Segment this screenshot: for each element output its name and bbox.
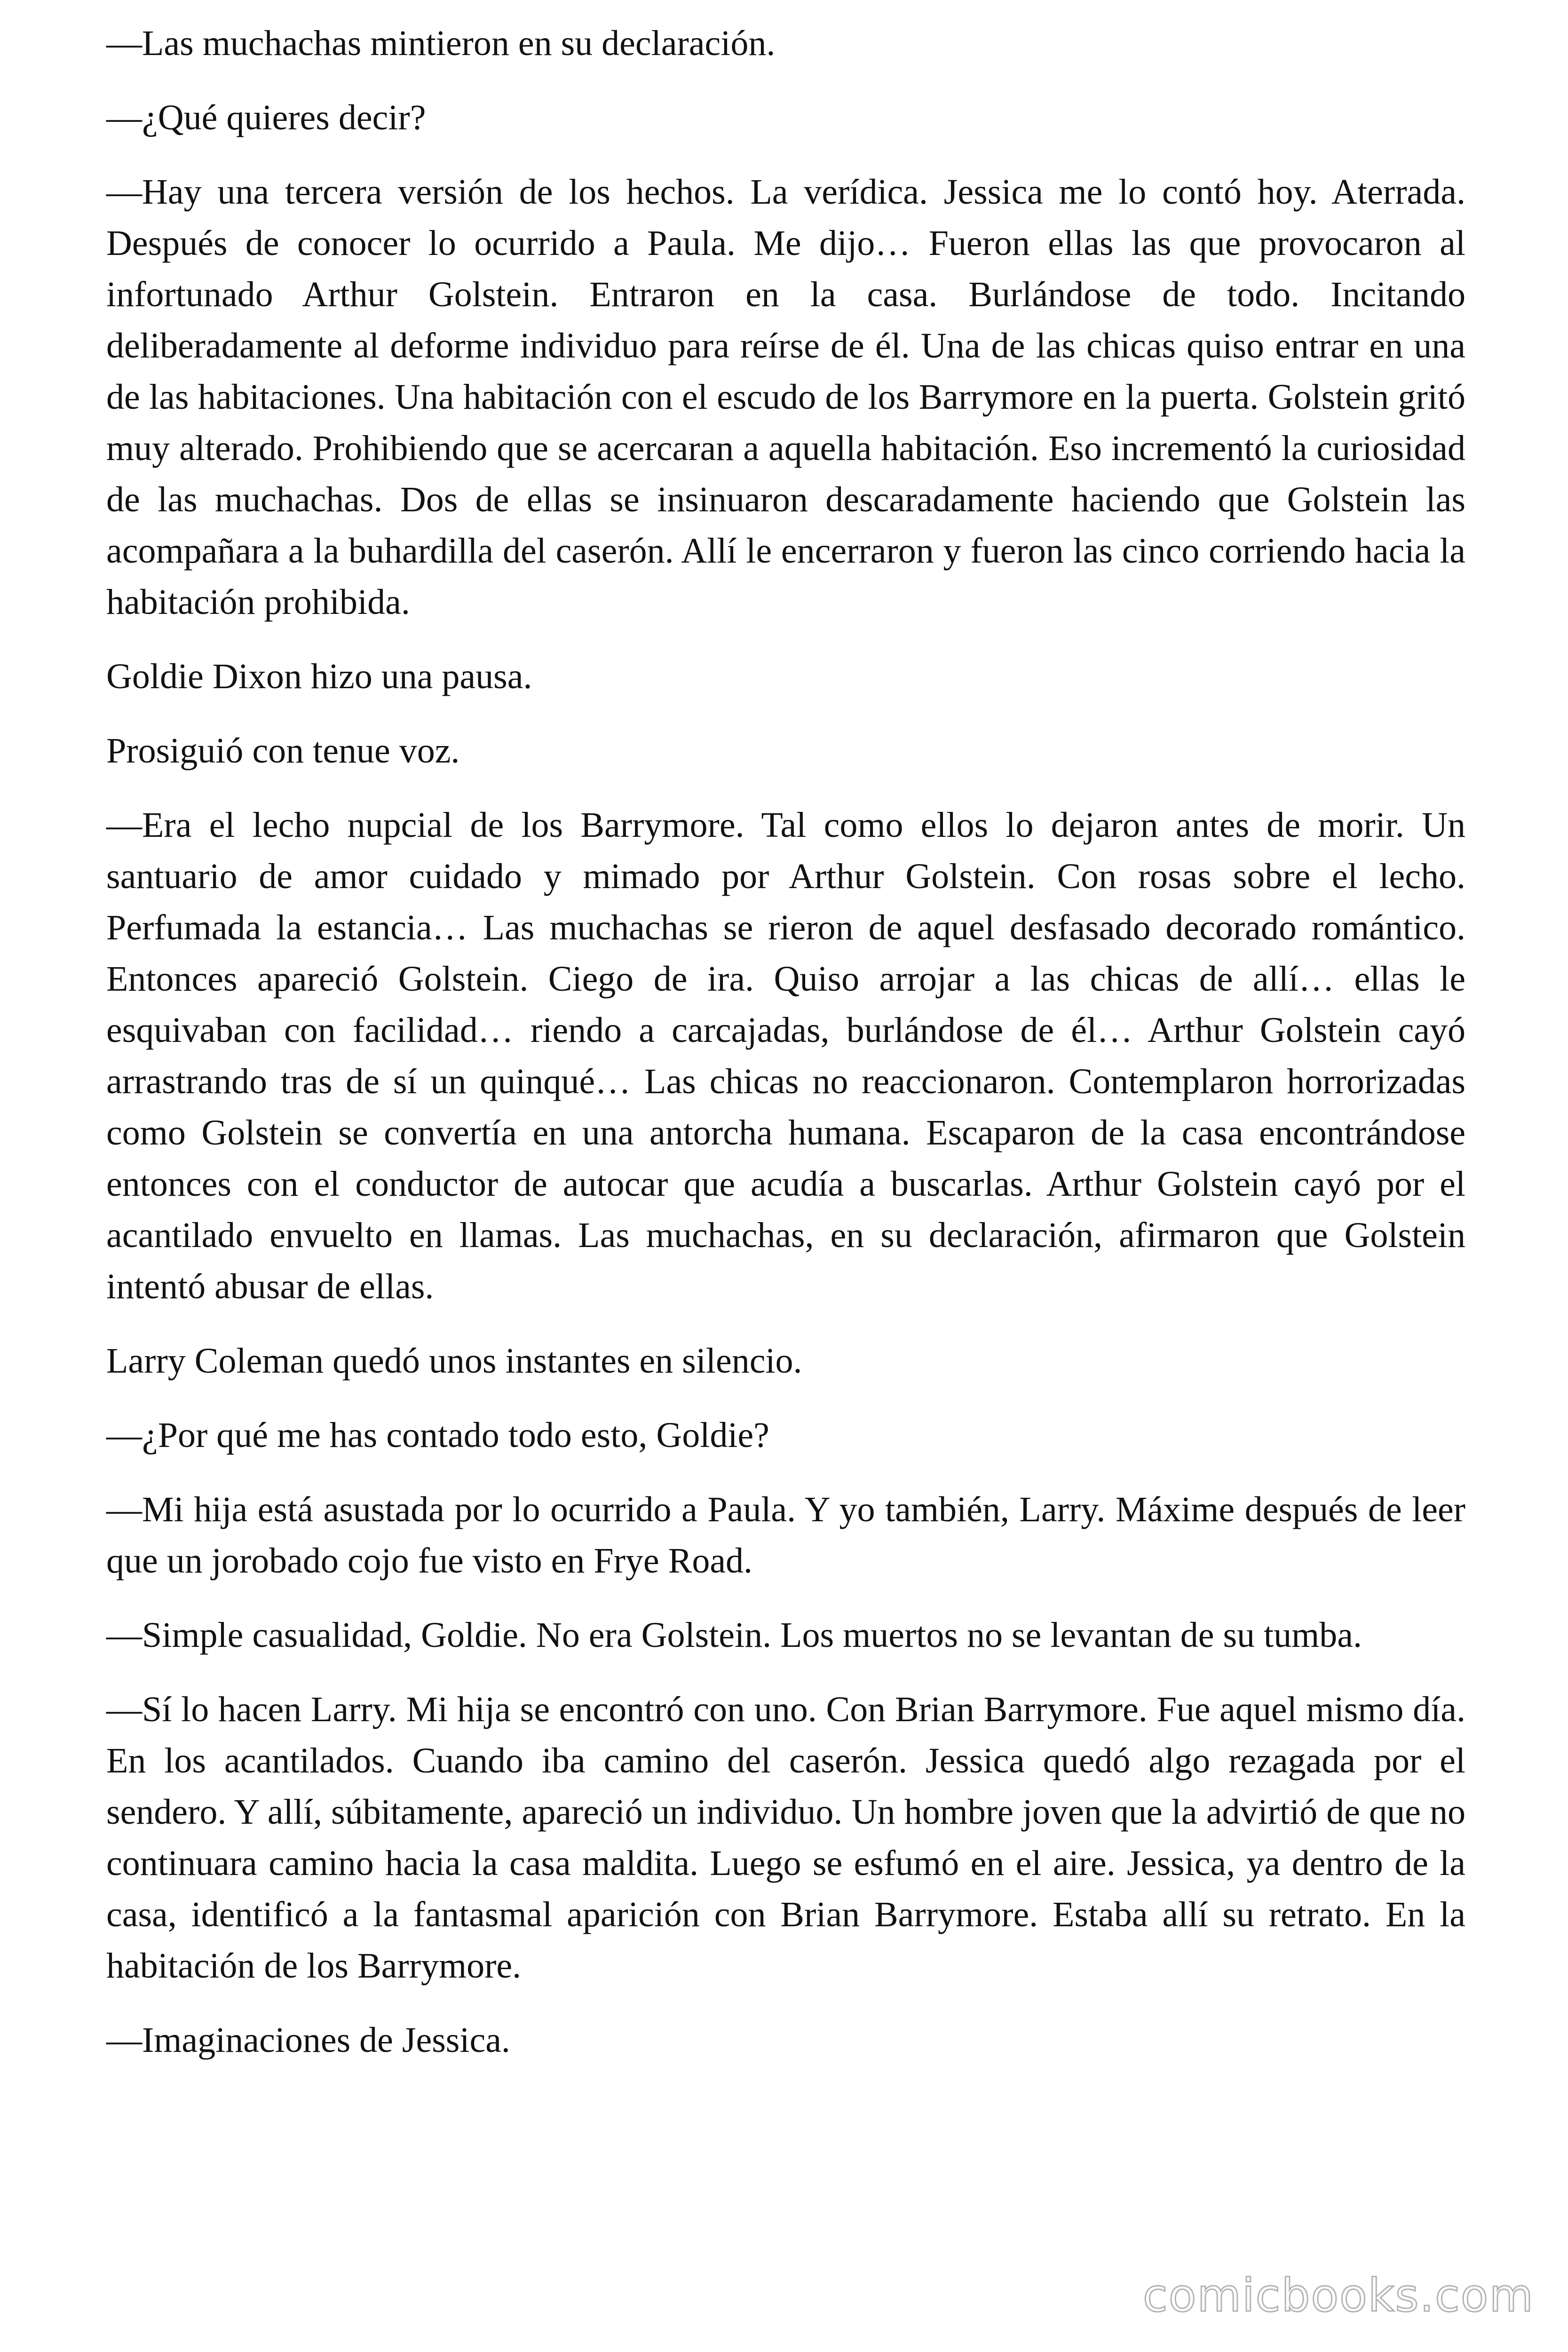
paragraph-5: Prosiguió con tenue voz.: [106, 731, 460, 771]
paragraph-10: —Simple casualidad, Goldie. No era Golstein. Los muertos no se levantan de su tumba.: [106, 1615, 1362, 1655]
paragraph-4: Goldie Dixon hizo una pausa.: [106, 657, 532, 696]
paragraph-2: —¿Qué quieres decir?: [106, 98, 426, 137]
paragraph-8: —¿Por qué me has contado todo esto, Goldie?: [106, 1415, 769, 1455]
watermark: comicbooks.com: [1142, 2269, 1534, 2322]
paragraph-7: Larry Coleman quedó unos instantes en silencio.: [106, 1341, 802, 1381]
paragraph-9: —Mi hija está asustada por lo ocurrido a Paula. Y yo también, Larry. Máxime después de leer que un jorobado cojo fue visto en Frye Road.: [106, 1490, 1465, 1581]
document-body: [106, 18, 1465, 2089]
paragraph-6: —Era el lecho nupcial de los Barrymore. Tal como ellos lo dejaron antes de morir. Un santuario de amor cuidado y mimado por Arthur Golstein. Con rosas sobre el lecho. Perfumada la estancia… Las muchachas se rieron de aquel desfasado decorado romántico. Entonces apareció Golstein. Ciego de ira. Quiso arrojar a las chicas de allí… ellas le esquivaban con facilidad… riendo a carcajadas, burlándose de él… Arthur Golstein cayó arrastrando tras de sí un quinqué… Las chicas no reaccionaron. Contemplaron horrorizadas como Golstein se convertía en una antorcha humana. Escaparon de la casa encontrándose entonces con el conductor de autocar que acudía a buscarlas. Arthur Golstein cayó por el acantilado envuelto en llamas. Las muchachas, en su declaración, afirmaron que Golstein intentó abusar de ellas.: [106, 805, 1465, 1306]
paragraph-1: —Las muchachas mintieron en su declaración.: [106, 24, 776, 63]
paragraph-11: —Sí lo hacen Larry. Mi hija se encontró con uno. Con Brian Barrymore. Fue aquel mismo día. En los acantilados. Cuando iba camino del caserón. Jessica quedó algo rezagada por el sendero. Y allí, súbitamente, apareció un individuo. Un hombre joven que la advirtió de que no continuara camino hacia la casa maldita. Luego se esfumó en el aire. Jessica, ya dentro de la casa, identificó a la fantasmal aparición con Brian Barrymore. Estaba allí su retrato. En la habitación de los Barrymore.: [106, 1690, 1465, 1986]
paragraph-12: —Imaginaciones de Jessica.: [106, 2020, 510, 2060]
paragraph-3: —Hay una tercera versión de los hechos. La verídica. Jessica me lo contó hoy. Aterrada. Después de conocer lo ocurrido a Paula. Me dijo… Fueron ellas las que provocaron al infortunado Arthur Golstein. Entraron en la casa. Burlándose de todo. Incitando deliberadamente al deforme individuo para reírse de él. Una de las chicas quiso entrar en una de las habitaciones. Una habitación con el escudo de los Barrymore en la puerta. Golstein gritó muy alterado. Prohibiendo que se acercaran a aquella habitación. Eso incrementó la curiosidad de las muchachas. Dos de ellas se insinuaron descaradamente haciendo que Golstein las acompañara a la buhardilla del caserón. Allí le encerraron y fueron las cinco corriendo hacia la habitación prohibida.: [106, 172, 1465, 622]
